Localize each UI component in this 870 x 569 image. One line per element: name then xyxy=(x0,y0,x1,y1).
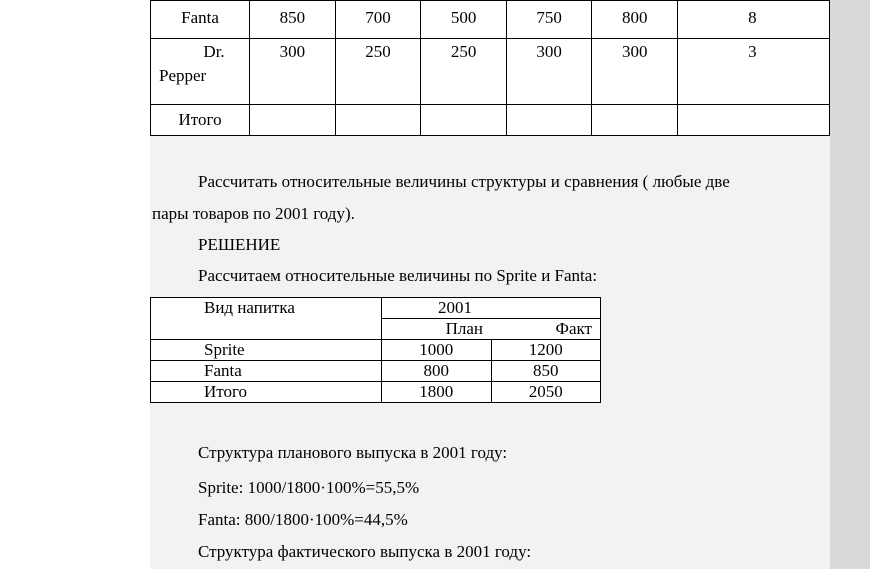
table-cell: 300 xyxy=(592,39,678,105)
table-cell xyxy=(421,105,507,136)
row-label: Dr. Pepper xyxy=(151,39,250,105)
table-row xyxy=(151,382,601,403)
calc-intro: Рассчитаем относительные величины по Sprite и Fanta: xyxy=(198,266,598,285)
solution-heading: РЕШЕНИЕ xyxy=(198,235,281,254)
task-text-line1: Рассчитать относительные величины структуры и сравнения ( любые две xyxy=(198,172,730,191)
production-table xyxy=(150,0,830,136)
table-cell: 300 xyxy=(250,39,336,105)
table-cell xyxy=(335,105,421,136)
table-row xyxy=(151,340,601,361)
table-row xyxy=(151,39,830,105)
plan-value: 800 xyxy=(382,361,492,382)
row-label: Итого xyxy=(151,105,250,136)
table-cell xyxy=(506,105,592,136)
page-margin-right xyxy=(830,0,870,569)
header-plan: План xyxy=(382,319,492,340)
table-cell xyxy=(592,105,678,136)
fact-value: 1200 xyxy=(491,340,601,361)
sprite-calculation: Sprite: 1000/1800·100%=55,5% xyxy=(198,478,420,497)
table-cell: 800 xyxy=(592,1,678,39)
fact-structure-heading: Структура фактического выпуска в 2001 году: xyxy=(198,542,532,561)
plan-value: 1800 xyxy=(382,382,492,403)
row-label: Fanta xyxy=(151,1,250,39)
table-cell: 250 xyxy=(335,39,421,105)
table-row xyxy=(151,361,601,382)
header-drink-type: Вид напитка xyxy=(151,298,382,319)
table-header-row xyxy=(151,298,601,319)
fanta-calculation: Fanta: 800/1800·100%=44,5% xyxy=(198,510,408,529)
header-year: 2001 xyxy=(382,298,601,319)
table-cell: 850 xyxy=(250,1,336,39)
table-cell: 3 xyxy=(678,39,830,105)
table-cell: 500 xyxy=(421,1,507,39)
drink-name: Sprite xyxy=(151,340,382,361)
table-cell: 700 xyxy=(335,1,421,39)
table-row xyxy=(151,105,830,136)
drink-name: Итого xyxy=(151,382,382,403)
header-empty xyxy=(151,319,382,340)
top-table-viewport xyxy=(0,0,830,140)
drink-name: Fanta xyxy=(151,361,382,382)
fact-value: 850 xyxy=(491,361,601,382)
table-cell: 750 xyxy=(506,1,592,39)
fact-value: 2050 xyxy=(491,382,601,403)
table-cell: 8 xyxy=(678,1,830,39)
table-row xyxy=(151,1,830,39)
task-text-line2: пары товаров по 2001 году). xyxy=(152,204,355,223)
plan-value: 1000 xyxy=(382,340,492,361)
table-cell: 250 xyxy=(421,39,507,105)
table-cell: 300 xyxy=(506,39,592,105)
plan-structure-heading: Структура планового выпуска в 2001 году: xyxy=(198,443,508,462)
table-cell xyxy=(250,105,336,136)
header-fact: Факт xyxy=(491,319,601,340)
table-cell xyxy=(678,105,830,136)
table-header-row xyxy=(151,319,601,340)
plan-fact-table xyxy=(150,297,601,403)
